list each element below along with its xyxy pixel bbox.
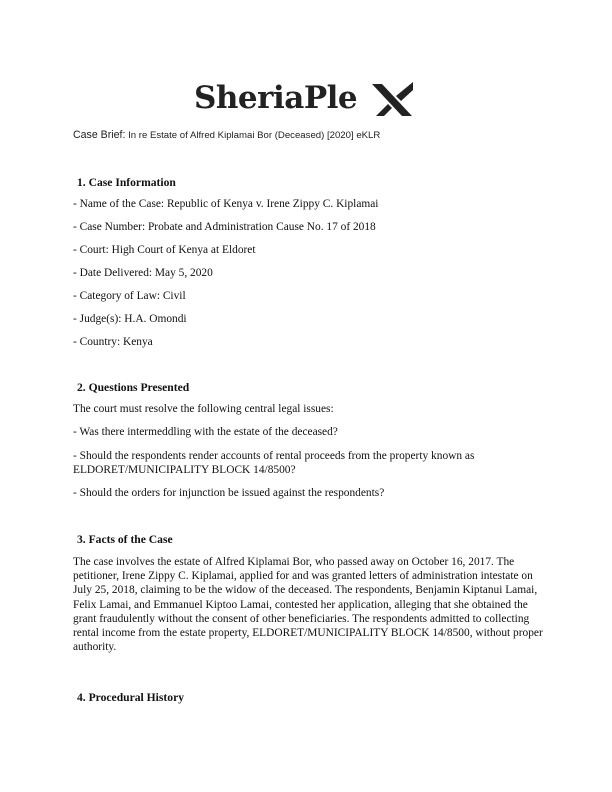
- section-heading-questions-presented: 2. Questions Presented: [77, 381, 190, 394]
- questions-intro: The court must resolve the following central legal issues:: [73, 403, 334, 415]
- case-info-item: - Case Number: Probate and Administration Cause No. 17 of 2018: [73, 221, 376, 233]
- question-item: - Should the respondents render accounts of rental proceeds from the property known as ELDORET/MUNICIPALITY BLOCK 14/8500?: [73, 450, 475, 477]
- question-item: - Was there intermeddling with the estate of the deceased?: [73, 426, 338, 438]
- case-brief-name: In re Estate of Alfred Kiplamai Bor (Deceased) [2020] eKLR: [128, 130, 381, 141]
- case-info-item: - Date Delivered: May 5, 2020: [73, 267, 213, 279]
- case-info-item: - Judge(s): H.A. Omondi: [73, 313, 187, 325]
- question-item: - Should the orders for injunction be issued against the respondents?: [73, 487, 385, 499]
- case-brief-title: [73, 129, 543, 141]
- case-info-item: - Country: Kenya: [73, 336, 153, 348]
- case-brief-label: Case Brief:: [73, 129, 126, 141]
- section-heading-procedural-history: 4. Procedural History: [77, 691, 185, 704]
- logo-text: SheriaPle: [194, 80, 358, 116]
- case-info-item: - Category of Law: Civil: [73, 290, 186, 302]
- section-heading-case-information: 1. Case Information: [77, 176, 176, 189]
- case-info-item: - Name of the Case: Republic of Kenya v. Irene Zippy C. Kiplamai: [73, 198, 379, 210]
- sheriaplex-logo: [194, 78, 418, 122]
- case-info-item: - Court: High Court of Kenya at Eldoret: [73, 244, 256, 256]
- logo-x-mark-icon: [372, 82, 414, 118]
- section-heading-facts: 3. Facts of the Case: [77, 533, 173, 546]
- facts-paragraph: The case involves the estate of Alfred Kiplamai Bor, who passed away on October 16, 2017. The petitioner, Irene Zippy C. Kiplamai, applied for and was granted letters of administration intestate on July 25, 2018, claiming to be the widow of the deceased. The respondents, Benjamin Kiptanui Lamai, Felix Lamai, and Emmanuel Kiptoo Lamai, contested her application, alleging that she obtained the grant fraudulently without the consent of other beneficiaries. The respondents admitted to collecting rental income from the estate property, ELDORET/MUNICIPALITY BLOCK 14/8500, without proper authority.: [73, 556, 543, 654]
